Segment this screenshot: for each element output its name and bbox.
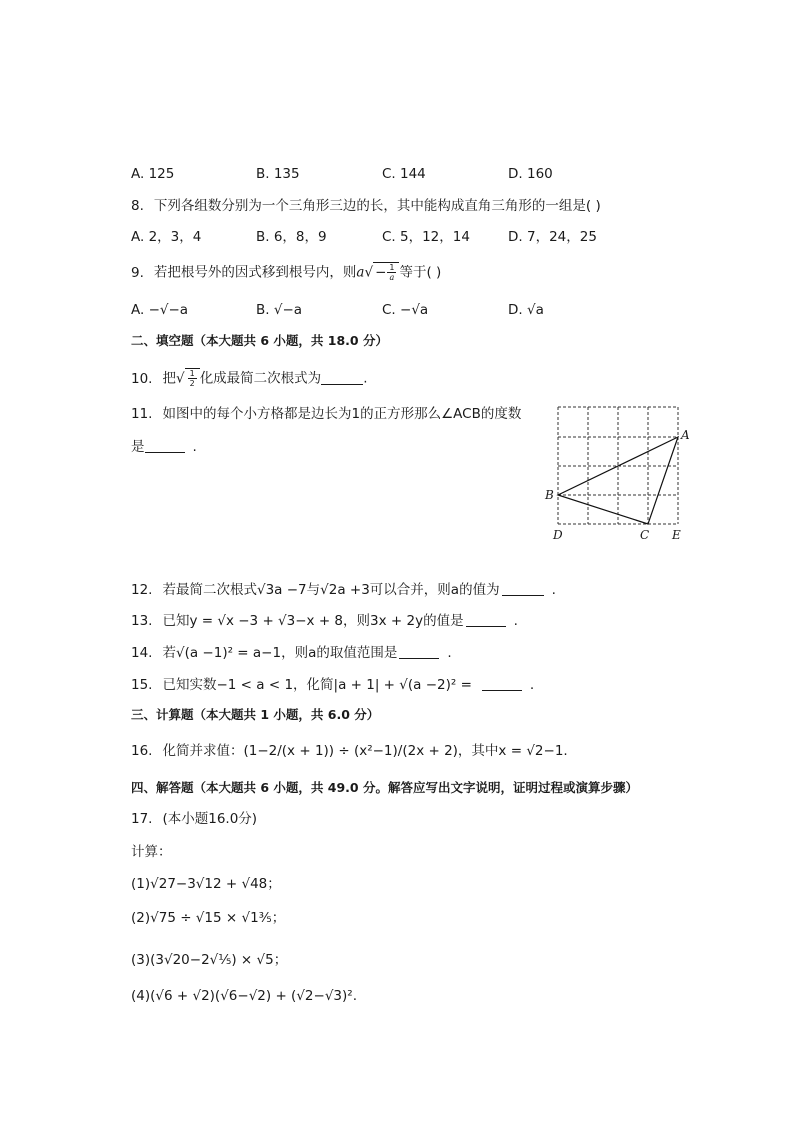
q9-number: 9. bbox=[131, 264, 144, 281]
q13-end: . bbox=[513, 613, 518, 629]
q14-question bbox=[131, 643, 452, 663]
q14-text: 若√(a −1)² = a−1，则a的取值范围是 bbox=[162, 645, 398, 661]
q15-text: 已知实数−1 < a < 1，化简|a + 1| + √(a −2)² = bbox=[162, 677, 472, 693]
q15-end: . bbox=[529, 677, 535, 693]
q10-text-before: 把 bbox=[162, 370, 176, 387]
q10-radicand bbox=[185, 368, 200, 388]
q9-question bbox=[131, 262, 441, 283]
q13-text: 已知y = √x −3 + √3−x + 8，则3x + 2y的值是 bbox=[162, 613, 464, 629]
q17-header bbox=[131, 809, 257, 829]
q11-answer-blank[interactable] bbox=[145, 452, 185, 453]
q10-number: 10. bbox=[131, 370, 153, 387]
q17-item-2: (2)√75 ÷ √15 × √1⅗； bbox=[131, 910, 286, 926]
q9-option-d: D. √a bbox=[508, 302, 544, 318]
q11-number: 11. bbox=[131, 406, 153, 422]
q9-text-before: 若把根号外的因式移到根号内，则 bbox=[153, 264, 357, 281]
q10-answer-blank[interactable] bbox=[321, 384, 363, 385]
q13-question bbox=[131, 611, 518, 631]
q7-option-a: A. 125 bbox=[131, 166, 175, 182]
triangle-abc bbox=[558, 437, 678, 524]
q10-end: . bbox=[363, 370, 368, 387]
q9-radicand: − $\frac{1}{a}$ bbox=[373, 262, 399, 282]
q16-text: 化简并求值：(1−2/(x + 1)) ÷ (x²−1)/(2x + 2)，其中x = √2−1. bbox=[162, 743, 568, 759]
q15-answer-blank[interactable] bbox=[482, 690, 522, 691]
q17-item-4: (4)(√6 + √2)(√6−√2) + (√2−√3)². bbox=[131, 988, 357, 1004]
q10-text-after: 化成最简二次根式为 bbox=[199, 370, 322, 387]
q12-end: . bbox=[551, 582, 556, 598]
q11-question bbox=[131, 404, 521, 424]
q17-number: 17. bbox=[131, 811, 153, 827]
q14-end: . bbox=[447, 645, 452, 661]
q9-frac-num: 1 bbox=[389, 263, 395, 272]
q17-head: (本小题16.0分) bbox=[162, 811, 258, 827]
q13-number: 13. bbox=[131, 613, 153, 629]
section-2-heading: 二、填空题（本大题共 6 小题，共 18.0 分） bbox=[131, 333, 388, 348]
q8-text: 下列各组数分别为一个三角形三边的长，其中能构成直角三角形的一组是( ) bbox=[153, 198, 601, 214]
q11-grid-figure bbox=[540, 400, 700, 548]
q13-answer-blank[interactable] bbox=[466, 626, 506, 627]
q17-item-1: (1)√27−3√12 + √48； bbox=[131, 876, 281, 892]
label-d: D bbox=[553, 528, 563, 542]
q9-radical-sign: √ bbox=[364, 264, 374, 281]
q7-option-b: B. 135 bbox=[256, 166, 300, 182]
q17-item-3: (3)(3√20−2√⅕) × √5； bbox=[131, 952, 288, 968]
label-c: C bbox=[640, 528, 650, 542]
q10-fraction bbox=[188, 369, 197, 388]
q11-text2: 是 bbox=[131, 439, 145, 455]
q17-intro: 计算： bbox=[131, 844, 172, 860]
q16-question bbox=[131, 741, 568, 761]
q9-option-b: B. √−a bbox=[256, 302, 303, 318]
q12-question bbox=[131, 580, 556, 600]
q8-option-b: B. 6，8，9 bbox=[256, 229, 327, 245]
q11-end: . bbox=[192, 439, 197, 455]
q9-var: a bbox=[356, 264, 365, 281]
q8-option-c: C. 5，12，14 bbox=[382, 229, 470, 245]
q15-question bbox=[131, 675, 534, 695]
q7-option-c: C. 144 bbox=[382, 166, 426, 182]
label-a: A bbox=[681, 428, 690, 442]
q9-frac-den: a bbox=[389, 273, 395, 282]
label-b: B bbox=[545, 488, 554, 502]
q8-number: 8. bbox=[131, 198, 144, 214]
label-e: E bbox=[672, 528, 681, 542]
q10-frac-den: 2 bbox=[189, 379, 195, 388]
q9-option-c: C. −√a bbox=[382, 302, 429, 318]
q10-frac-num: 1 bbox=[189, 369, 195, 378]
q11-question-line2 bbox=[131, 437, 197, 457]
q16-number: 16. bbox=[131, 743, 153, 759]
q8-option-a: A. 2，3，4 bbox=[131, 229, 202, 245]
q8-option-d: D. 7，24，25 bbox=[508, 229, 597, 245]
q12-text: 若最简二次根式√3a −7与√2a +3可以合并，则a的值为 bbox=[162, 582, 500, 598]
q12-answer-blank[interactable] bbox=[502, 595, 544, 596]
q11-text: 如图中的每个小方格都是边长为1的正方形那么∠ACB的度数 bbox=[162, 406, 522, 422]
q14-answer-blank[interactable] bbox=[399, 658, 439, 659]
section-4-heading: 四、解答题（本大题共 6 小题，共 49.0 分。解答应写出文字说明，证明过程或演算步骤） bbox=[131, 780, 638, 795]
q12-number: 12. bbox=[131, 582, 153, 598]
q10-radical-sign: √ bbox=[175, 370, 185, 387]
q14-number: 14. bbox=[131, 645, 153, 661]
q9-fraction bbox=[387, 263, 396, 282]
q10-question bbox=[131, 368, 367, 389]
section-3-heading: 三、计算题（本大题共 1 小题，共 6.0 分） bbox=[131, 707, 380, 722]
q15-number: 15. bbox=[131, 677, 153, 693]
q7-option-d: D. 160 bbox=[508, 166, 553, 182]
q8-question bbox=[131, 196, 601, 216]
q9-option-a: A. −√−a bbox=[131, 302, 189, 318]
q9-text-after: 等于( ) bbox=[399, 264, 442, 281]
